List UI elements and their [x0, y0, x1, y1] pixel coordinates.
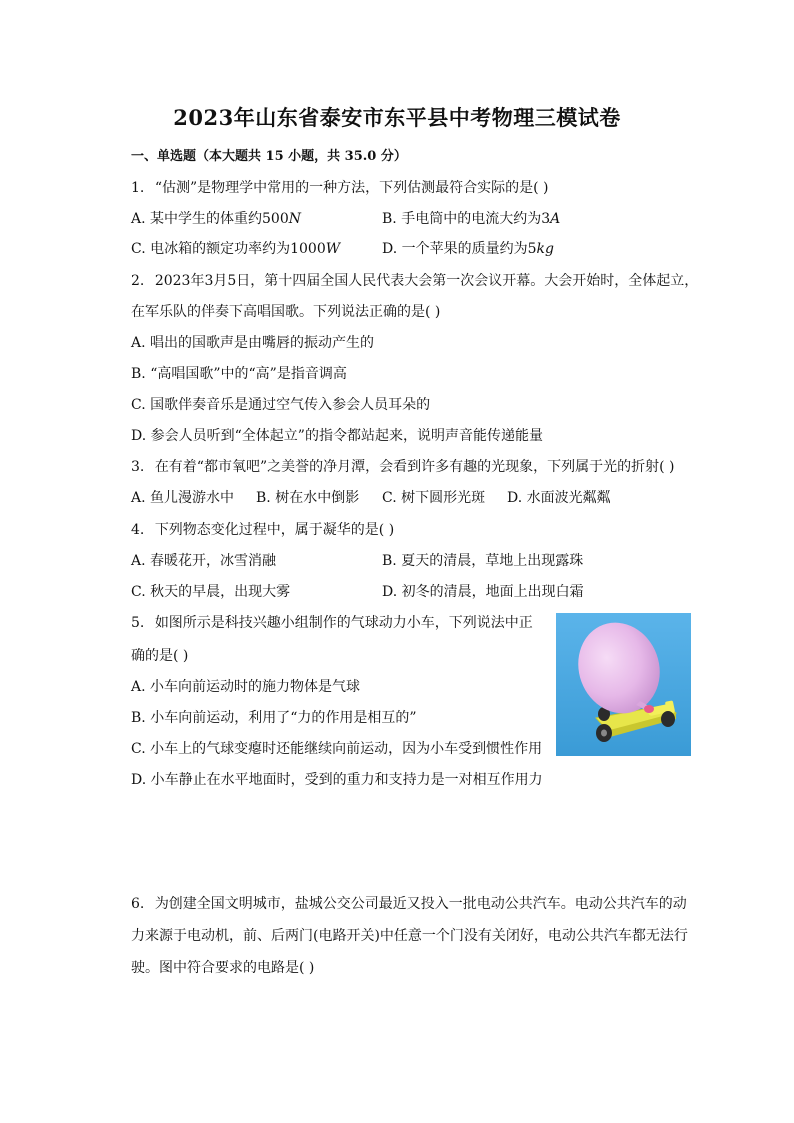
question-text-cont: 在军乐队的伴奏下高唱国歌。下列说法正确的是( ) — [131, 304, 441, 320]
question-number: 4. — [131, 522, 145, 538]
option-2d: D. 参会人员听到“全体起立”的指令都站起来，说明声音能传递能量 — [131, 428, 543, 444]
balloon-car-photo — [556, 613, 691, 756]
question-text: 为创建全国文明城市，盐城公交公司最近又投入一批电动公共汽车。电动公共汽车的动 — [154, 896, 687, 912]
option-3d: D. 水面波光粼粼 — [507, 490, 611, 506]
option-5c: C. 小车上的气球变瘪时还能继续向前运动，因为小车受到惯性作用 — [131, 741, 543, 757]
question-4 — [131, 519, 394, 539]
question-5 — [131, 612, 533, 632]
question-text: 如图所示是科技兴趣小组制作的气球动力小车，下列说法中正 — [154, 615, 533, 631]
option-4c: C. 秋天的早晨，出现大雾 — [131, 584, 291, 600]
question-text-cont: 驶。图中符合要求的电路是( ) — [131, 960, 315, 976]
balloon-car-icon — [556, 613, 691, 756]
option-2c: C. 国歌伴奏音乐是通过空气传入参会人员耳朵的 — [131, 397, 431, 413]
question-text-cont: 确的是( ) — [131, 648, 189, 664]
option-1d: D. 一个苹果的质量约为5𝑘𝑔 — [382, 241, 554, 257]
question-text: 下列物态变化过程中，属于凝华的是( ) — [154, 522, 395, 538]
question-number: 2. — [131, 273, 145, 289]
question-3 — [131, 456, 675, 476]
question-text-cont: 力来源于电动机，前、后两门(电路开关)中任意一个门没有关闭好，电动公共汽车都无法行 — [131, 928, 688, 944]
option-5d: D. 小车静止在水平地面时，受到的重力和支持力是一对相互作用力 — [131, 772, 543, 788]
option-4d: D. 初冬的清晨，地面上出现白霜 — [382, 584, 584, 600]
option-3c: C. 树下圆形光斑 — [382, 490, 486, 506]
option-2b: B. “高唱国歌”中的“高”是指音调高 — [131, 366, 347, 382]
question-number: 6. — [131, 896, 145, 912]
question-text: 2023年3月5日，第十四届全国人民代表大会第一次会议开幕。大会开始时，全体起立， — [154, 273, 699, 289]
option-2a: A. 唱出的国歌声是由嘴唇的振动产生的 — [131, 335, 375, 351]
option-5a: A. 小车向前运动时的施力物体是气球 — [131, 679, 361, 695]
question-1 — [131, 177, 549, 197]
question-number: 3. — [131, 459, 145, 475]
option-1b: B. 手电筒中的电流大约为3𝐴 — [382, 211, 561, 227]
option-5b: B. 小车向前运动，利用了“力的作用是相互的” — [131, 710, 417, 726]
page-title: 2023年山东省泰安市东平县中考物理三模试卷 — [173, 105, 621, 130]
question-2 — [131, 270, 698, 290]
section-heading: 一、单选题（本大题共 15 小题，共 35.0 分） — [131, 149, 407, 164]
option-3a: A. 鱼儿漫游水中 — [131, 490, 235, 506]
question-text: “估测”是物理学中常用的一种方法，下列估测最符合实际的是( ) — [154, 180, 549, 196]
question-text: 在有着“都市氧吧”之美誉的净月潭，会看到许多有趣的光现象，下列属于光的折射( ) — [154, 459, 675, 475]
question-6 — [131, 893, 687, 913]
option-3b: B. 树在水中倒影 — [256, 490, 360, 506]
question-number: 1. — [131, 180, 145, 196]
option-4a: A. 春暖花开，冰雪消融 — [131, 553, 277, 569]
option-1c: C. 电冰箱的额定功率约为1000𝑊 — [131, 241, 341, 257]
option-4b: B. 夏天的清晨，草地上出现露珠 — [382, 553, 584, 569]
option-1a: A. 某中学生的体重约500𝑁 — [131, 211, 301, 227]
question-number: 5. — [131, 615, 145, 631]
